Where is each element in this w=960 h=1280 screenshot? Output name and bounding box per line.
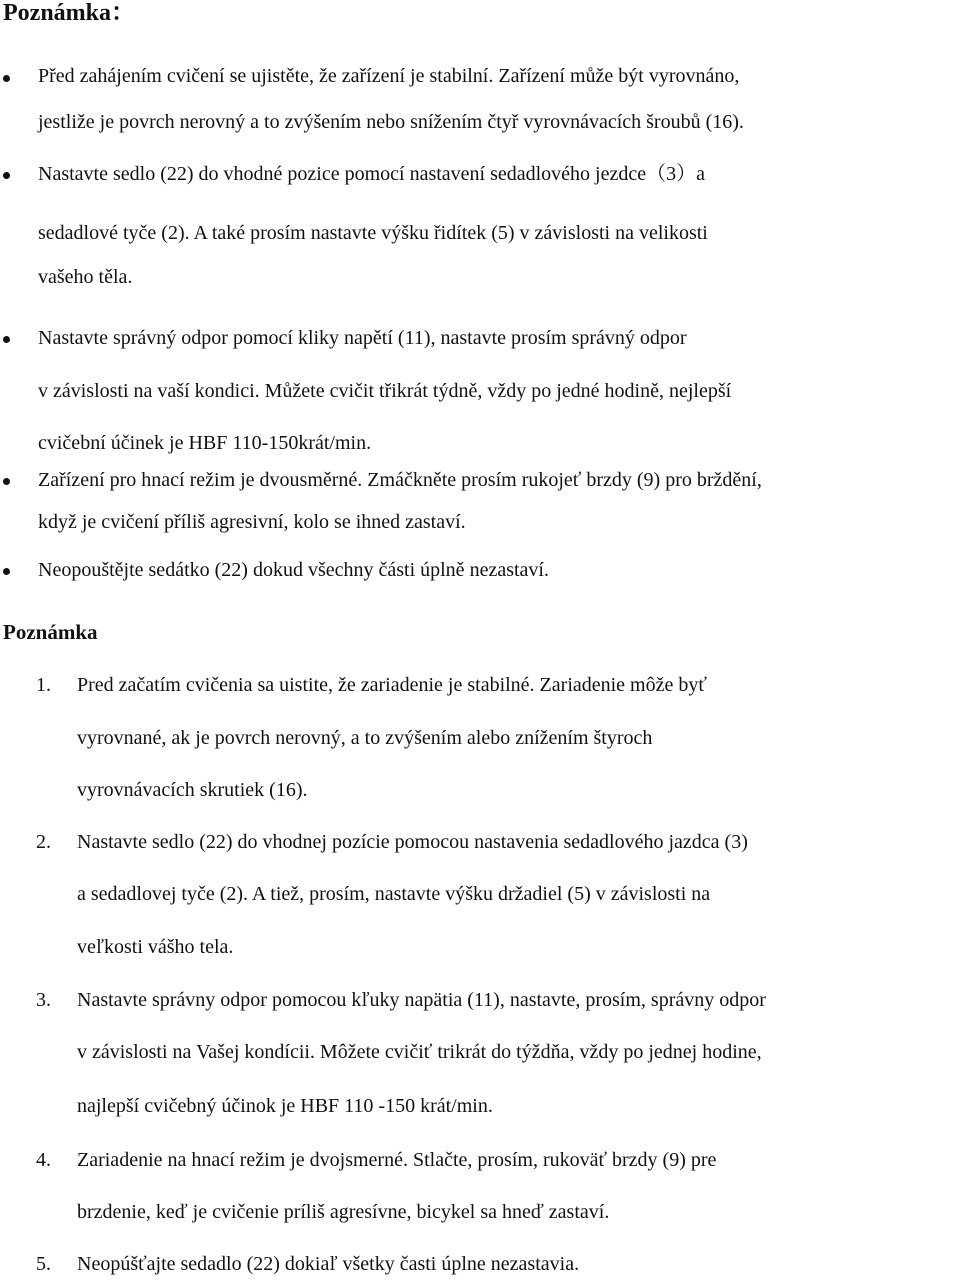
cz-item-4-line-2: když je cvičení příliš agresivní, kolo se ihned zastaví. — [38, 511, 466, 533]
cz-item-1-line-2: jestliže je povrch nerovný a to zvýšením nebo snížením čtyř vyrovnávacích šroubů (16). — [38, 111, 744, 133]
sk-item-4-line-1: Zariadenie na hnací režim je dvojsmerné. Stlačte, prosím, rukoväť brzdy (9) pre — [77, 1149, 717, 1171]
cz-item-2-line-1: Nastavte sedlo (22) do vhodné pozice pomocí nastavení sedadlového jezdce（3）a — [38, 163, 706, 185]
cz-item-2-line-3: vašeho těla. — [38, 266, 133, 288]
page-title: Poznámka： — [3, 0, 135, 26]
sk-item-2-line-2: a sedadlovej tyče (2). A tiež, prosím, nastavte výšku držadiel (5) v závislosti na — [77, 883, 711, 905]
cz-item-1-line-1: Před zahájením cvičení se ujistěte, že zařízení je stabilní. Zařízení může být vyrovnáno, — [38, 65, 740, 87]
bullet-icon — [3, 172, 10, 179]
bullet-icon — [3, 478, 10, 485]
bullet-icon — [3, 568, 10, 575]
cz-item-3-line-2: v závislosti na vaší kondici. Můžete cvičit třikrát týdně, vždy po jedné hodině, nejlepší — [38, 380, 732, 402]
cz-item-3-line-3: cvičební účinek je HBF 110-150krát/min. — [38, 432, 372, 454]
sk-item-3-number: 3. — [36, 989, 51, 1011]
cz-item-5-line-1: Neopouštějte sedátko (22) dokud všechny části úplně nezastaví. — [38, 559, 549, 581]
sk-item-3-line-2: v závislosti na Vašej kondícii. Môžete cvičiť trikrát do týždňa, vždy po jednej hodine, — [77, 1041, 762, 1063]
sk-item-1-line-1: Pred začatím cvičenia sa uistite, že zariadenie je stabilné. Zariadenie môže byť — [77, 674, 707, 696]
section-heading: Poznámka — [3, 620, 98, 644]
sk-item-3-line-3: najlepší cvičebný účinok je HBF 110 -150 krát/min. — [77, 1095, 493, 1117]
cz-item-3-line-1: Nastavte správný odpor pomocí kliky napětí (11), nastavte prosím správný odpor — [38, 327, 687, 349]
sk-item-5-number: 5. — [36, 1253, 51, 1275]
bullet-icon — [3, 336, 10, 343]
sk-item-2-line-1: Nastavte sedlo (22) do vhodnej pozície pomocou nastavenia sedadlového jazdca (3) — [77, 831, 748, 853]
bullet-icon — [3, 75, 10, 82]
sk-item-4-number: 4. — [36, 1149, 51, 1171]
cz-item-2-line-2: sedadlové tyče (2). A také prosím nastavte výšku řidítek (5) v závislosti na velikosti — [38, 222, 708, 244]
sk-item-2-line-3: veľkosti vášho tela. — [77, 936, 234, 958]
sk-item-3-line-1: Nastavte správny odpor pomocou kľuky napätia (11), nastavte, prosím, správny odpor — [77, 989, 766, 1011]
sk-item-1-line-2: vyrovnané, ak je povrch nerovný, a to zvýšením alebo znížením štyroch — [77, 727, 653, 749]
sk-item-1-number: 1. — [36, 674, 51, 696]
sk-item-4-line-2: brzdenie, keď je cvičenie príliš agresívne, bicykel sa hneď zastaví. — [77, 1201, 610, 1223]
sk-item-2-number: 2. — [36, 831, 51, 853]
sk-item-5-line-1: Neopúšťajte sedadlo (22) dokiaľ všetky časti úplne nezastavia. — [77, 1253, 580, 1275]
cz-item-4-line-1: Zařízení pro hnací režim je dvousměrné. Zmáčkněte prosím rukojeť brzdy (9) pro brždění, — [38, 469, 762, 491]
sk-item-1-line-3: vyrovnávacích skrutiek (16). — [77, 779, 308, 801]
